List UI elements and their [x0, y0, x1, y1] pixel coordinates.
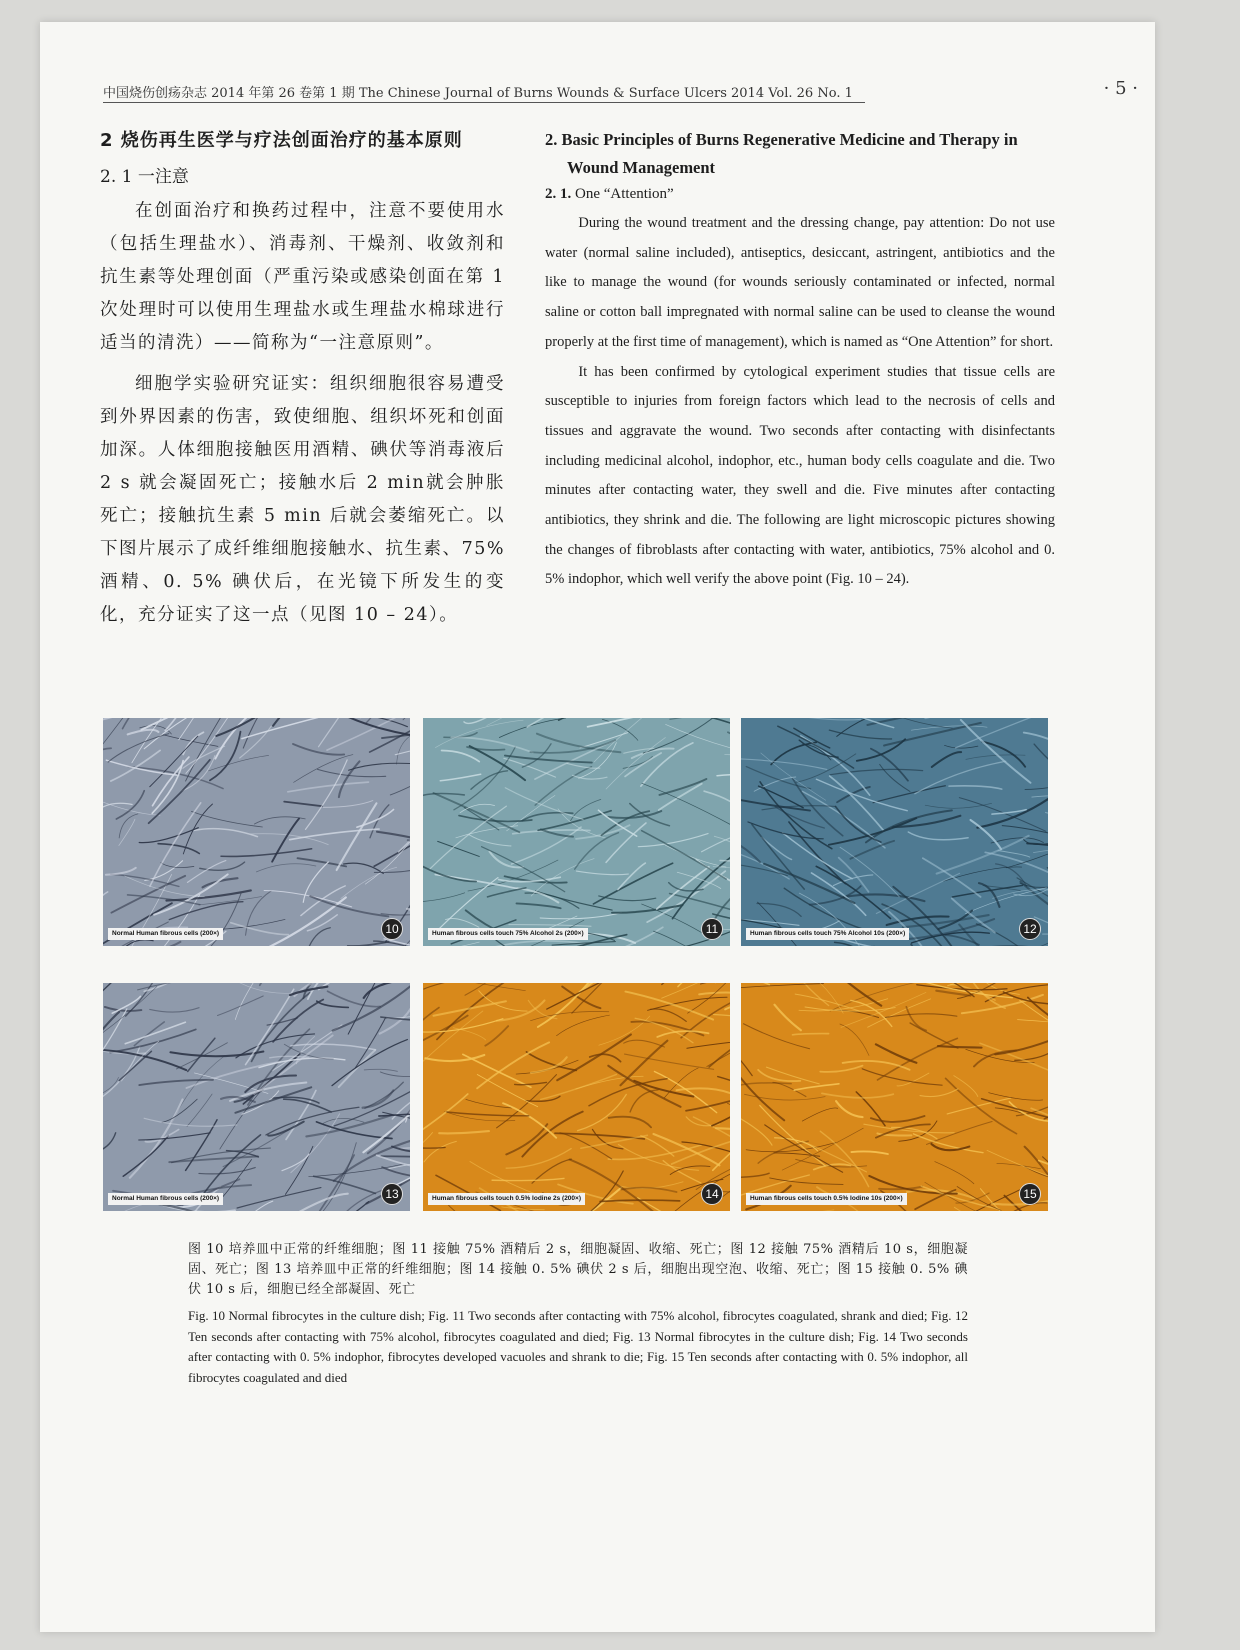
micrograph-image: [423, 718, 730, 946]
header-rule: [103, 102, 865, 103]
figure-15: [741, 983, 1048, 1211]
figure-number-badge: 10: [381, 918, 403, 940]
figure-number-badge: 13: [381, 1183, 403, 1205]
figure-10: [103, 718, 410, 946]
cn-paragraph-1: 在创面治疗和换药过程中，注意不要使用水（包括生理盐水）、消毒剂、干燥剂、收敛剂和抗生素等处理创面（严重污染或感染创面在第 1 次处理时可以使用生理盐水或生理盐水棉球进行适当的清洗）——简称为“一注意原则”。: [100, 201, 505, 353]
figure-caption-en: Fig. 10 Normal fibrocytes in the culture dish; Fig. 11 Two seconds after contacting with 75% alcohol, fibrocytes coagulated, shrank and died; Fig. 12 Ten seconds after contacting with 75% alcohol, fibrocytes coagulated and died; Fig. 13 Normal fibrocytes in the culture dish; Fig. 14 Two seconds after contacting with 0. 5% indophor, fibrocytes developed vacuoles and shrank to die; Fig. 15 Ten seconds after contacting with 0. 5% indophor, all fibrocytes coagulated and died: [188, 1308, 968, 1385]
micrograph-image: [741, 718, 1048, 946]
micrograph-image: [103, 718, 410, 946]
figure-number-badge: 15: [1019, 1183, 1041, 1205]
figure-label: Human fibrous cells touch 0.5% Iodine 2s (200×): [428, 1193, 585, 1205]
figure-label: Human fibrous cells touch 75% Alcohol 2s (200×): [428, 928, 588, 940]
figure-label: Human fibrous cells touch 0.5% Iodine 10s (200×): [746, 1193, 907, 1205]
figure-label: Human fibrous cells touch 75% Alcohol 10s (200×): [746, 928, 909, 940]
cn-section-title: 2 烧伤再生医学与疗法创面治疗的基本原则: [100, 130, 463, 151]
en-paragraph-2: It has been confirmed by cytological experiment studies that tissue cells are susceptible to injuries from foreign factors which lead to the necrosis of cells and tissues and aggravate the wound. Two seconds after contacting with disinfectants including medicinal alcohol, indophor, etc., human body cells coagulate and die. Two minutes after contacting water, they swell and die. Five minutes after contacting antibiotics, they shrink and die. The following are light microscopic pictures showing the changes of fibroblasts after contacting with water, antibiotics, 75% alcohol and 0. 5% indophor, which well verify the above point (Fig. 10 – 24).: [545, 363, 1055, 588]
page-number: · 5 ·: [1103, 78, 1138, 99]
figure-11: [423, 718, 730, 946]
en-subsection-title: One “Attention”: [575, 186, 674, 202]
figure-number-badge: 11: [701, 918, 723, 940]
en-section-title: 2. Basic Principles of Burns Regenerative Medicine and Therapy in Wound Management: [545, 130, 1018, 177]
running-header: [103, 80, 1138, 104]
en-paragraph-1: During the wound treatment and the dressing change, pay attention: Do not use water (normal saline included), antiseptics, desiccant, astringent, antibiotics and the like to manage the wound (for wounds seriously contaminated or infected, normal saline or cotton ball impregnated with normal saline can be used to cleanse the wound properly at the first time of management), which is named as “One Attention” for short.: [545, 215, 1055, 350]
chinese-column: [100, 126, 505, 640]
figure-13: [103, 983, 410, 1211]
figure-14: [423, 983, 730, 1211]
figure-12: [741, 718, 1048, 946]
journal-citation: 中国烧伤创疡杂志 2014 年第 26 卷第 1 期 The Chinese Journal of Burns Wounds & Surface Ulcers 2014 Vol. 26 No. 1: [103, 86, 853, 101]
figure-label: Normal Human fibrous cells (200×): [108, 928, 223, 940]
cn-subsection-title: 2. 1 一注意: [100, 167, 189, 187]
figure-label: Normal Human fibrous cells (200×): [108, 1193, 223, 1205]
en-subsection-number: 2. 1.: [545, 186, 572, 202]
english-column: [545, 126, 1055, 595]
figure-number-badge: 12: [1019, 918, 1041, 940]
figure-caption: [188, 1240, 968, 1388]
micrograph-image: [423, 983, 730, 1211]
figure-caption-cn: 图 10 培养皿中正常的纤维细胞；图 11 接触 75% 酒精后 2 s，细胞凝固、收缩、死亡；图 12 接触 75% 酒精后 10 s，细胞凝固、死亡；图 13 培养皿中正常的纤维细胞；图 14 接触 0. 5% 碘伏 2 s 后，细胞出现空泡、收缩、死亡；图 15 接触 0. 5% 碘伏 10 s 后，细胞已经全部凝固、死亡: [188, 1242, 968, 1297]
cn-paragraph-2: 细胞学实验研究证实：组织细胞很容易遭受到外界因素的伤害，致使细胞、组织坏死和创面加深。人体细胞接触医用酒精、碘伏等消毒液后 2 s 就会凝固死亡；接触水后 2 min就会肿胀死亡；接触抗生素 5 min 后就会萎缩死亡。以下图片展示了成纤维细胞接触水、抗生素、75% 酒精、0. 5% 碘伏后，在光镜下所发生的变化，充分证实了这一点（见图 10 – 24）。: [100, 374, 505, 625]
en-subsection-heading: [545, 186, 1055, 203]
micrograph-image: [103, 983, 410, 1211]
micrograph-image: [741, 983, 1048, 1211]
figure-number-badge: 14: [701, 1183, 723, 1205]
